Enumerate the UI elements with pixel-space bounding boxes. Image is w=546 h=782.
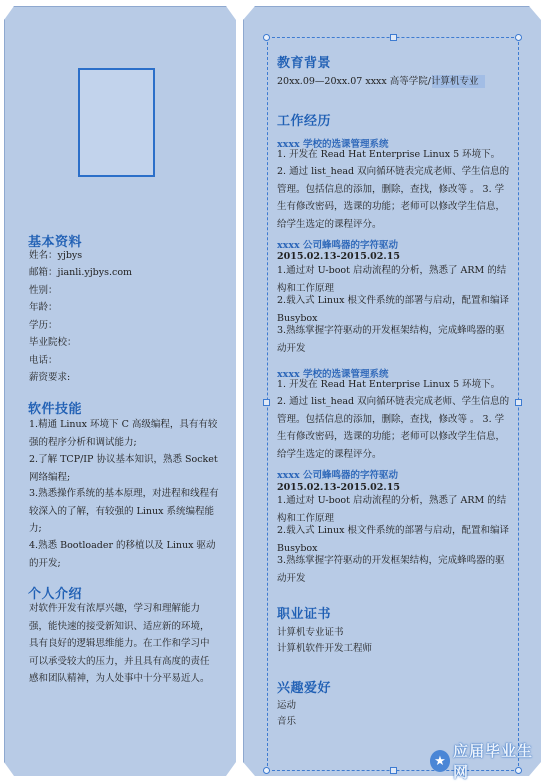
text-box-selection-frame[interactable]	[267, 37, 519, 771]
email-field: 邮箱：jianli.yjbys.com	[29, 267, 133, 278]
name-field: 姓名：yjbys	[29, 250, 83, 261]
resize-handle-top[interactable]	[390, 34, 397, 41]
skills-heading: 软件技能	[28, 402, 83, 417]
certificate-item: 计算机专业证书	[277, 627, 344, 638]
certificate-item: 计算机软件开发工程师	[277, 643, 373, 654]
job-title: xxxx 学校的选课管理系统	[277, 139, 389, 150]
job-title: xxxx 学校的选课管理系统	[277, 369, 389, 380]
job-line: 2.载入式 Linux 根文件系统的部署与启动，配置和编译 Busybox	[277, 525, 510, 554]
resize-handle-right[interactable]	[515, 399, 522, 406]
resize-handle-bottom[interactable]	[390, 767, 397, 774]
skill-item: 4.熟悉 Bootloader 的移植以及 Linux 驱动的开发;	[29, 540, 216, 569]
watermark-logo-icon: ★	[430, 750, 450, 772]
resize-handle-bottom-left[interactable]	[263, 767, 270, 774]
resize-handle-top-left[interactable]	[263, 34, 270, 41]
job-date: 2015.02.13-2015.02.15	[277, 482, 400, 493]
job-line: 3.熟练掌握字符驱动的开发框架结构，完成蜂鸣器的驱动开发	[277, 325, 505, 354]
job-line: 3.熟练掌握字符驱动的开发框架结构，完成蜂鸣器的驱动开发	[277, 555, 505, 584]
hobbies-heading: 兴趣爱好	[277, 681, 332, 696]
gender-field: 性别：	[29, 285, 58, 296]
education-field: 学历：	[29, 320, 58, 331]
education-line: 20xx.09—20xx.07 xxxx 高等学院/计算机专业	[277, 76, 479, 87]
intro-text: 对软件开发有浓厚兴趣，学习和理解能力强，能快速的接受新知识、适应新的环境，具有良好的逻辑思维能力。在工作和学习中可以承受较大的压力，并且具有高度的责任感和团队精神，为人处事中十分平易近人。	[29, 603, 210, 684]
school-field: 毕业院校：	[29, 337, 77, 348]
skill-item: 3.熟悉操作系统的基本原理，对进程和线程有较深入的了解，有较强的 Linux 系统编程能力;	[29, 488, 219, 534]
intro-heading: 个人介绍	[28, 587, 83, 602]
job-line: 2. 通过 list_head 双向循环链表完成老师、学生信息的管理。包括信息的添加，删除，查找，修改等 。 3. 学生有修改密码，选课的功能；老师可以修改学生信息，给学生选定的课程评分。	[277, 396, 510, 460]
work-heading: 工作经历	[277, 114, 332, 129]
phone-field: 电话：	[29, 355, 58, 366]
age-field: 年龄：	[29, 302, 58, 313]
job-date: 2015.02.13-2015.02.15	[277, 251, 400, 262]
site-watermark	[430, 742, 540, 781]
job-title: xxxx 公司蜂鸣器的字符驱动	[277, 240, 398, 251]
job-line: 1.通过对 U-boot 启动流程的分析，熟悉了 ARM 的结构和工作原理	[277, 265, 507, 294]
job-title: xxxx 公司蜂鸣器的字符驱动	[277, 470, 398, 481]
salary-field: 薪资要求:	[29, 372, 71, 383]
skill-item: 2.了解 TCP/IP 协议基本知识，熟悉 Socket 网络编程;	[29, 454, 218, 483]
education-heading: 教育背景	[277, 56, 332, 71]
certificates-heading: 职业证书	[277, 607, 332, 622]
job-line: 2. 通过 list_head 双向循环链表完成老师、学生信息的管理。包括信息的添加，删除，查找，修改等 。 3. 学生有修改密码，选课的功能；老师可以修改学生信息，给学生选定的课程评分。	[277, 166, 510, 230]
resize-handle-left[interactable]	[263, 399, 270, 406]
hobby-item: 音乐	[277, 716, 297, 727]
job-line: 1.通过对 U-boot 启动流程的分析，熟悉了 ARM 的结构和工作原理	[277, 495, 507, 524]
basic-info-heading: 基本资料	[28, 235, 83, 250]
job-line: 1. 开发在 Read Hat Enterprise Linux 5 环境下。	[277, 379, 501, 390]
photo-placeholder[interactable]	[78, 68, 155, 177]
skill-item: 1.精通 Linux 环境下 C 高级编程，具有有较强的程序分析和调试能力;	[29, 419, 218, 448]
job-line: 2.载入式 Linux 根文件系统的部署与启动，配置和编译 Busybox	[277, 295, 510, 324]
hobby-item: 运动	[277, 700, 297, 711]
resize-handle-top-right[interactable]	[515, 34, 522, 41]
watermark-text: 应届毕业生网	[452, 742, 533, 781]
job-line: 1. 开发在 Read Hat Enterprise Linux 5 环境下。	[277, 149, 501, 160]
